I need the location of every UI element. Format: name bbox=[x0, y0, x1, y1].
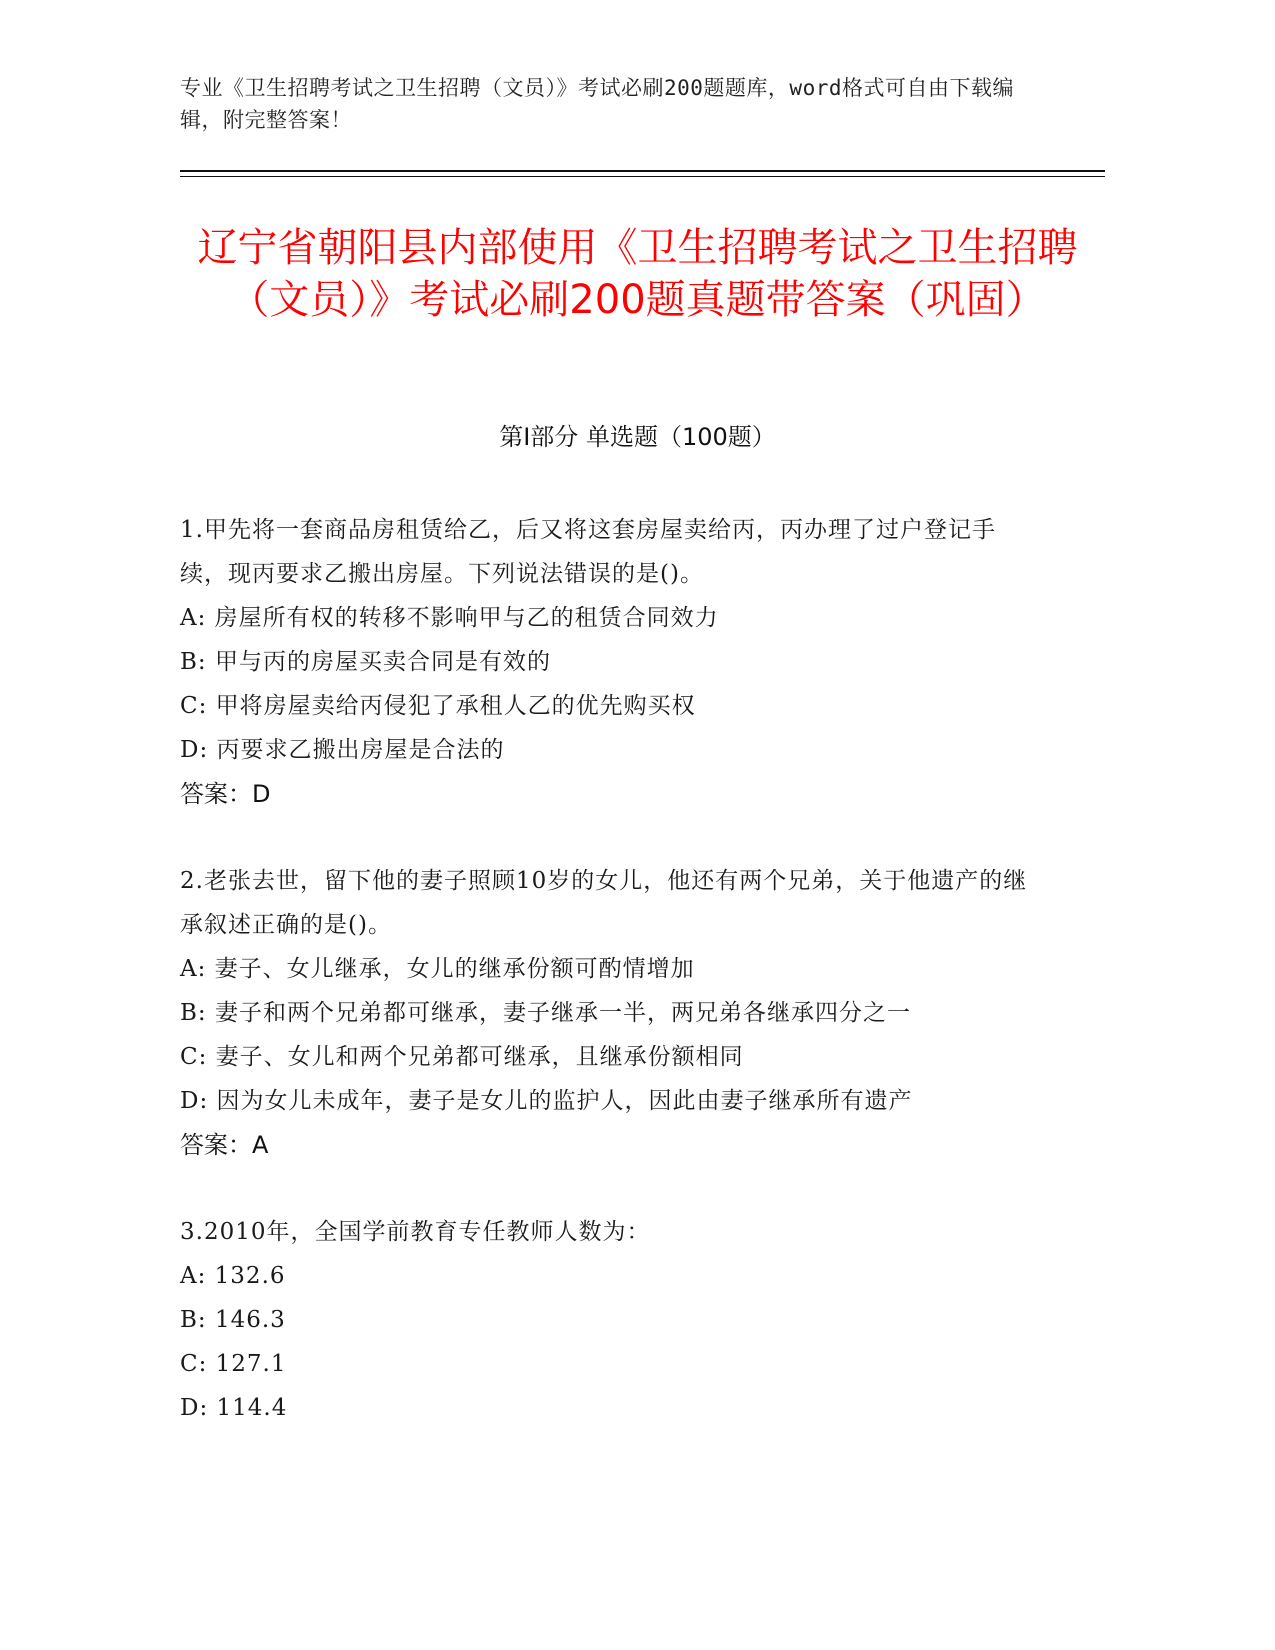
option-b: B: 妻子和两个兄弟都可继承，妻子继承一半，两兄弟各继承四分之一 bbox=[180, 1000, 911, 1026]
question-text: 3.2010年，全国学前教育专任教师人数为： bbox=[180, 1219, 651, 1245]
option-c: C: 127.1 bbox=[180, 1351, 287, 1377]
question-2 bbox=[180, 859, 1040, 1167]
answer: 答案：A bbox=[180, 1131, 269, 1159]
header-divider-thick bbox=[180, 170, 1105, 172]
option-c: C: 妻子、女儿和两个兄弟都可继承，且继承份额相同 bbox=[180, 1044, 744, 1070]
option-b: B: 甲与丙的房屋买卖合同是有效的 bbox=[180, 649, 551, 675]
option-a: A: 妻子、女儿继承，女儿的继承份额可酌情增加 bbox=[180, 956, 695, 982]
header-divider-thin bbox=[180, 176, 1105, 177]
question-text: 1.甲先将一套商品房租赁给乙，后又将这套房屋卖给丙，丙办理了过户登记手续，现丙要求乙搬出房屋。下列说法错误的是()。 bbox=[180, 517, 996, 587]
question-list bbox=[180, 508, 1040, 1473]
option-c: C: 甲将房屋卖给丙侵犯了承租人乙的优先购买权 bbox=[180, 693, 696, 719]
section-title: 第Ⅰ部分 单选题（100题） bbox=[499, 423, 776, 451]
option-b: B: 146.3 bbox=[180, 1307, 286, 1333]
question-text: 2.老张去世，留下他的妻子照顾10岁的女儿，他还有两个兄弟，关于他遗产的继承叙述正确的是()。 bbox=[180, 868, 1028, 938]
option-d: D: 因为女儿未成年，妻子是女儿的监护人，因此由妻子继承所有遗产 bbox=[180, 1088, 913, 1114]
question-1 bbox=[180, 508, 1040, 816]
question-3 bbox=[180, 1210, 1040, 1430]
option-a: A: 132.6 bbox=[180, 1263, 286, 1289]
document-title: 辽宁省朝阳县内部使用《卫生招聘考试之卫生招聘（文员）》考试必刷200题真题带答案（巩固） bbox=[197, 225, 1078, 323]
option-a: A: 房屋所有权的转移不影响甲与乙的租赁合同效力 bbox=[180, 605, 719, 631]
option-d: D: 丙要求乙搬出房屋是合法的 bbox=[180, 737, 505, 763]
answer: 答案：D bbox=[180, 780, 271, 808]
option-d: D: 114.4 bbox=[180, 1395, 288, 1421]
header-note: 专业《卫生招聘考试之卫生招聘（文员）》考试必刷200题题库，word格式可自由下载编辑，附完整答案！ bbox=[180, 76, 1014, 132]
